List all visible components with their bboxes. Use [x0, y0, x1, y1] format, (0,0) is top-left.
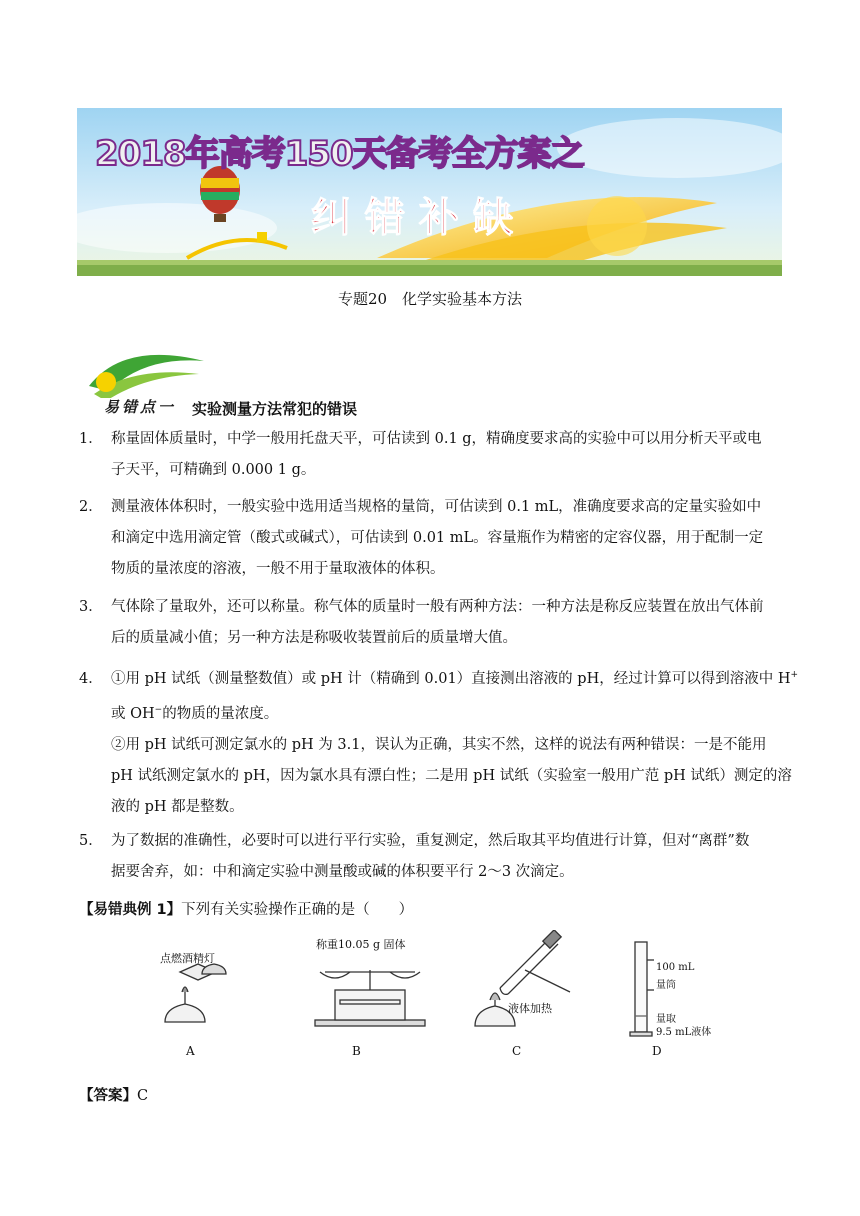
header-banner	[77, 108, 782, 276]
superscript: +	[790, 670, 799, 680]
list-item	[79, 424, 789, 486]
doc-subtitle: 专题20 化学实验基本方法	[337, 290, 523, 308]
item-line: 称量固体质量时，中学一般用托盘天平，可估读到 0.1 g，精确度要求高的实验中可以用分析天平或电	[111, 431, 762, 447]
figure-letter-a: A	[186, 1044, 195, 1058]
item-line: 测量液体体积时，一般实验中选用适当规格的量筒，可估读到 0.1 mL，准确度要求高的定量实验如中	[111, 499, 762, 515]
superscript: −	[154, 704, 163, 715]
figure-label-d1: 100 mL	[656, 962, 695, 973]
section-badge: 易错点一	[104, 398, 177, 416]
banner-subtitle: 纠错补缺	[311, 194, 527, 241]
item-line: 和滴定中选用滴定管（酸式或碱式），可估读到 0.01 mL。容量瓶作为精密的定容仪器，用于配制一定	[111, 530, 764, 546]
list-item	[79, 492, 789, 585]
item-text: 的物质的量浓度。	[162, 705, 279, 722]
section-title: 实验测量方法常犯的错误	[192, 400, 358, 418]
item-number: 5．	[79, 833, 103, 849]
item-text: 或 OH	[111, 705, 155, 722]
apparatus-diagram	[140, 930, 730, 1060]
list-item	[79, 592, 789, 654]
figure-label-b: 称重10.05 g 固体	[316, 938, 406, 951]
figure-letter-b: B	[352, 1044, 361, 1058]
example-text: 下列有关实验操作正确的是（ ）	[181, 902, 414, 918]
item-line: 子天平，可精确到 0.000 1 g。	[111, 462, 316, 478]
item-line: ②用 pH 试纸可测定氯水的 pH 为 3.1，误认为正确，其实不然，这样的说法有两种错误：一是不能用	[111, 736, 767, 753]
answer-value: C	[137, 1088, 149, 1104]
item-line: 为了数据的准确性，必要时可以进行平行实验，重复测定，然后取其平均值进行计算，但对“离群”数	[111, 833, 750, 849]
figure-letter-d: D	[652, 1044, 662, 1058]
figure-label-d2: 量筒	[656, 980, 676, 991]
item-line: ①用 pH 试纸（测量整数值）或 pH 计（精确到 0.01）直接测出溶液的 pH，经过计算可以得到溶液中 H	[111, 670, 791, 687]
list-item	[79, 660, 799, 823]
item-line: pH 试纸测定氯水的 pH，因为氯水具有漂白性；二是用 pH 试纸（实验室一般用广范 pH 试纸）测定的溶	[111, 767, 792, 784]
figure-label-d3: 量取	[656, 1014, 676, 1025]
item-number: 1．	[79, 431, 103, 447]
item-line	[79, 695, 789, 730]
experiment-figure	[140, 930, 730, 1060]
figure-letter-c: C	[512, 1044, 522, 1058]
item-number: 2．	[79, 499, 103, 515]
banner-title: 2018年高考150天备考全方案之	[95, 134, 584, 174]
item-line: 据要舍弃，如：中和滴定实验中测量酸或碱的体积要平行 2～3 次滴定。	[111, 864, 574, 880]
answer-label: 【答案】	[79, 1088, 137, 1104]
item-line: 气体除了量取外，还可以称量。称气体的质量时一般有两种方法：一种方法是称反应装置在放出气体前	[111, 599, 764, 615]
figure-label-a: 点燃酒精灯	[160, 952, 215, 965]
answer	[79, 1084, 148, 1105]
item-line: 物质的量浓度的溶液，一般不用于量取液体的体积。	[111, 561, 445, 577]
item-line: 液的 pH 都是整数。	[111, 798, 244, 815]
figure-label-d4: 9.5 mL液体	[656, 1027, 712, 1038]
list-item	[79, 826, 789, 888]
figure-label-c: 液体加热	[508, 1002, 552, 1015]
example-label: 【易错典例 1】	[79, 902, 182, 918]
example-question	[79, 898, 413, 919]
item-line: 后的质量减小值；另一种方法是称吸收装置前后的质量增大值。	[111, 630, 517, 646]
item-number: 3．	[79, 599, 103, 615]
item-number: 4．	[79, 670, 103, 687]
